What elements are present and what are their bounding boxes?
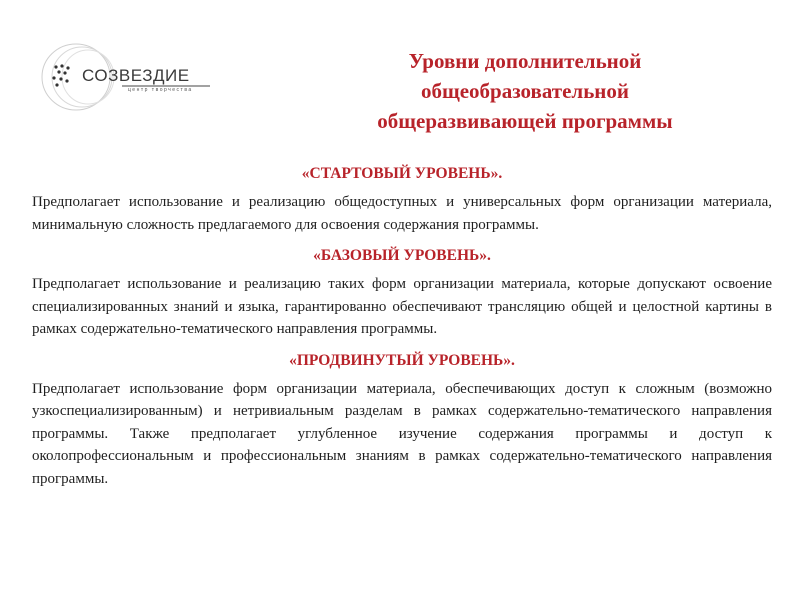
page-title (290, 46, 760, 136)
levels-content (32, 163, 772, 499)
level-text-advanced: Предполагает использование форм организации материала, обеспечивающих доступ к сложным (возможно узкоспециализированным) и нетривиальным разделам в рамках содержательно-тематического направления программы. Также предполагает углубленное изучение содержания программы и доступ к околопрофессиональным и профессиональным знаниям в рамках содержательно-тематического направления программы. (32, 380, 772, 487)
logo-name: СОЗВЕЗДИЕ (82, 66, 190, 85)
logo-subtitle: центр творчества (128, 87, 193, 93)
level-heading-basic: «БАЗОВЫЙ УРОВЕНЬ». (313, 247, 491, 264)
level-heading-start: «СТАРТОВЫЙ УРОВЕНЬ». (301, 165, 503, 182)
level-heading-advanced: «ПРОДВИНУТЫЙ УРОВЕНЬ». (289, 351, 515, 369)
title-line-1: Уровни дополнительной (408, 49, 642, 73)
title-line-2: общеобразовательной (420, 79, 630, 103)
level-text-basic: Предполагает использование и реализацию таких форм организации материала, которые допускают освоение специализированных знаний и языка, гарантированно обеспечивают трансляцию общей и целостной картины в рамках содержательно-тематического направления программы. (32, 276, 772, 337)
level-text-start: Предполагает использование и реализацию общедоступных и универсальных форм организации материала, минимальную сложность предлагаемого для освоения содержания программы. (32, 194, 772, 233)
logo (38, 40, 218, 115)
title-line-3: общеразвивающей программы (377, 109, 673, 133)
